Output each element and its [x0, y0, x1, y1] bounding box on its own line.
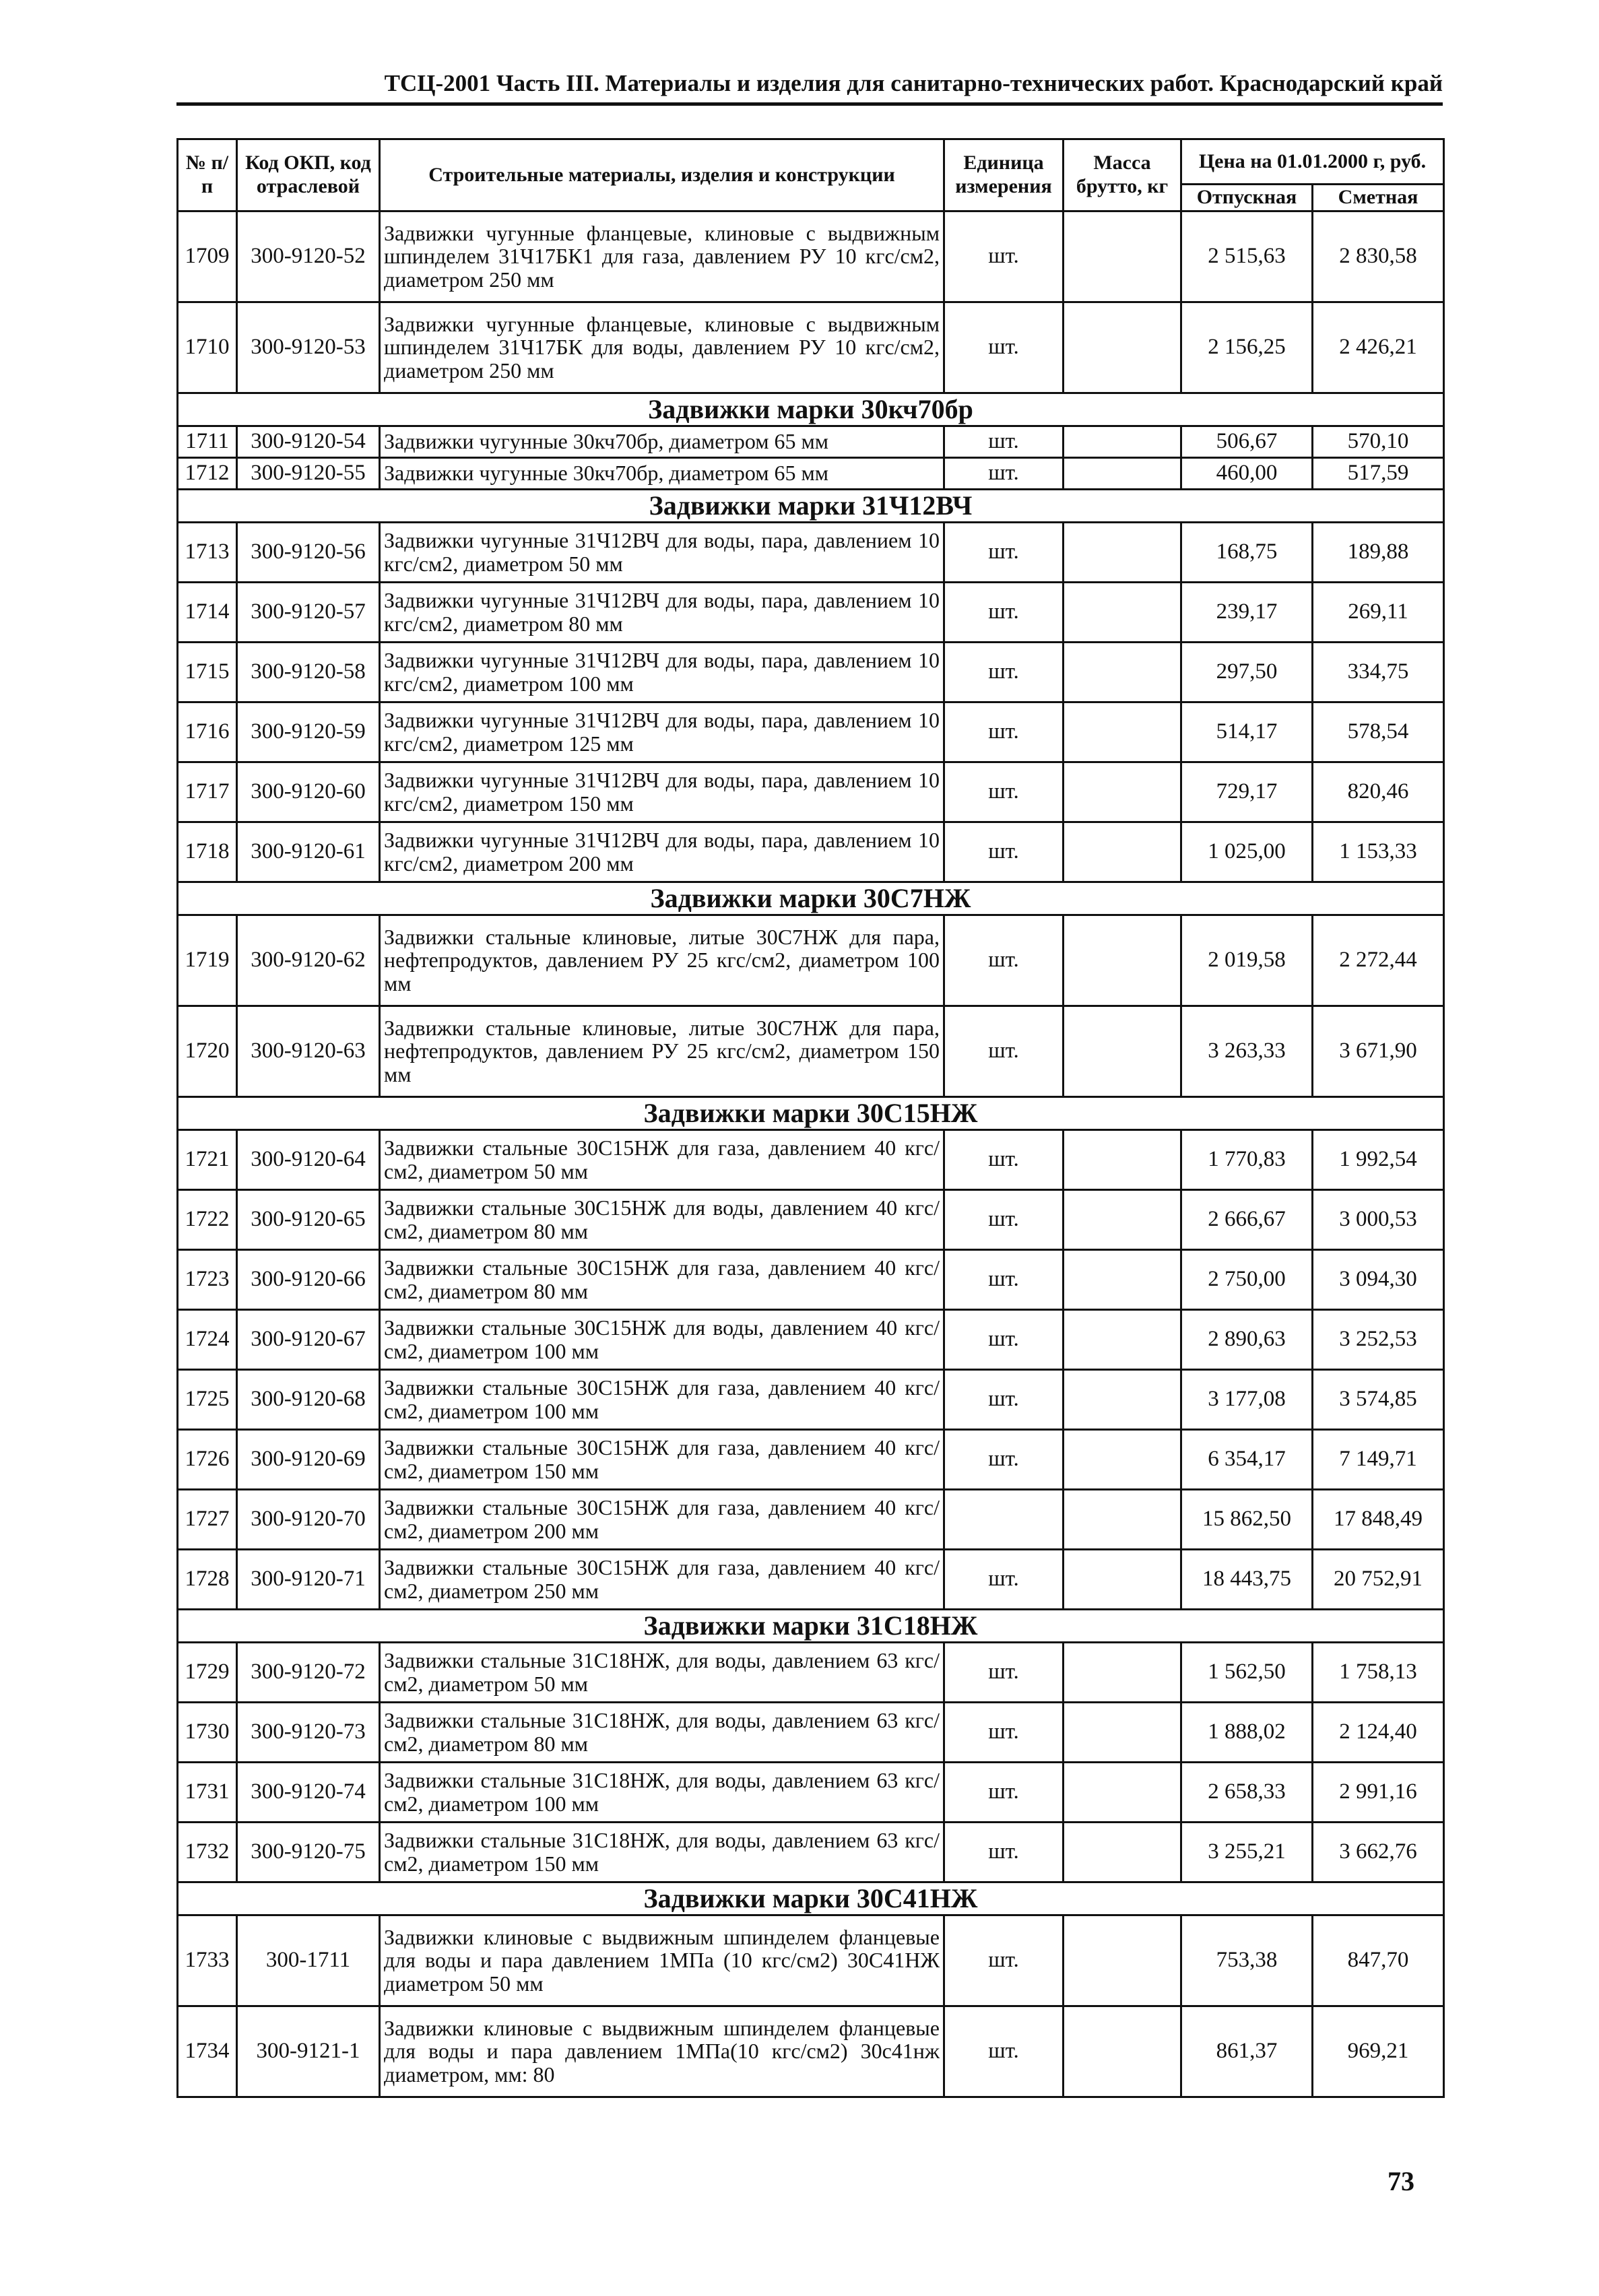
estimate-price-cell: 334,75	[1313, 642, 1444, 702]
estimate-price-cell: 1 758,13	[1313, 1642, 1444, 1702]
mass-cell	[1064, 702, 1181, 762]
okp-code-cell: 300-9120-58	[237, 642, 380, 702]
row-number-cell: 1727	[178, 1489, 237, 1549]
row-number-cell: 1732	[178, 1822, 237, 1882]
estimate-price-cell: 517,59	[1313, 457, 1444, 489]
row-number-cell: 1726	[178, 1429, 237, 1489]
table-row	[178, 1915, 1444, 2006]
section-header-row	[178, 1609, 1444, 1642]
mass-cell	[1064, 1189, 1181, 1249]
release-price-cell: 861,37	[1181, 2006, 1313, 2097]
table-row	[178, 1642, 1444, 1702]
mass-cell	[1064, 1006, 1181, 1096]
table-row	[178, 1369, 1444, 1429]
mass-cell	[1064, 457, 1181, 489]
material-name-cell: Задвижки чугунные 30кч70бр, диаметром 65 мм	[380, 426, 944, 457]
row-number-cell: 1721	[178, 1129, 237, 1189]
row-number-cell: 1714	[178, 582, 237, 642]
table-row	[178, 1249, 1444, 1309]
estimate-price-cell: 578,54	[1313, 702, 1444, 762]
unit-cell: шт.	[944, 1702, 1064, 1762]
row-number-cell: 1723	[178, 1249, 237, 1309]
release-price-cell: 15 862,50	[1181, 1489, 1313, 1549]
table-row	[178, 762, 1444, 822]
release-price-cell: 6 354,17	[1181, 1429, 1313, 1489]
unit-cell: шт.	[944, 1762, 1064, 1822]
material-name-cell: Задвижки чугунные фланцевые, клиновые с выдвижным шпинделем 31Ч17БК1 для газа, давлением РУ 10 кгс/см2, диаметром 250 мм	[380, 211, 944, 302]
page-number: 73	[1388, 2166, 1414, 2196]
estimate-price-cell: 570,10	[1313, 426, 1444, 457]
okp-code-cell: 300-9120-53	[237, 302, 380, 393]
okp-code-cell: 300-9120-59	[237, 702, 380, 762]
col-unit-header: Единица измерения	[944, 139, 1064, 211]
estimate-price-cell: 969,21	[1313, 2006, 1444, 2097]
release-price-cell: 2 156,25	[1181, 302, 1313, 393]
row-number-cell: 1733	[178, 1915, 237, 2006]
material-name-cell: Задвижки стальные клиновые, литые 30С7НЖ для пара, нефтепродуктов, давлением РУ 25 кгс/см2, диаметром 150 мм	[380, 1006, 944, 1096]
release-price-cell: 460,00	[1181, 457, 1313, 489]
okp-code-cell: 300-9120-64	[237, 1129, 380, 1189]
release-price-cell: 2 658,33	[1181, 1762, 1313, 1822]
material-name-cell: Задвижки чугунные 31Ч12ВЧ для воды, пара, давлением 10 кгс/см2, диаметром 80 мм	[380, 582, 944, 642]
table-body	[178, 211, 1444, 2097]
table-row	[178, 1702, 1444, 1762]
mass-cell	[1064, 2006, 1181, 2097]
row-number-cell: 1725	[178, 1369, 237, 1429]
row-number-cell: 1734	[178, 2006, 237, 2097]
table-row	[178, 1549, 1444, 1609]
release-price-cell: 1 770,83	[1181, 1129, 1313, 1189]
unit-cell: шт.	[944, 915, 1064, 1006]
row-number-cell: 1716	[178, 702, 237, 762]
mass-cell	[1064, 1915, 1181, 2006]
estimate-price-cell: 820,46	[1313, 762, 1444, 822]
table-row	[178, 915, 1444, 1006]
material-name-cell: Задвижки стальные 30С15НЖ для газа, давлением 40 кгс/см2, диаметром 80 мм	[380, 1249, 944, 1309]
unit-cell: шт.	[944, 1915, 1064, 2006]
section-title: Задвижки марки 31С18НЖ	[178, 1609, 1444, 1642]
table-row	[178, 1489, 1444, 1549]
unit-cell: шт.	[944, 822, 1064, 882]
material-name-cell: Задвижки стальные 30С15НЖ для воды, давлением 40 кгс/см2, диаметром 80 мм	[380, 1189, 944, 1249]
table-row	[178, 2006, 1444, 2097]
section-header-row	[178, 1882, 1444, 1915]
okp-code-cell: 300-9120-72	[237, 1642, 380, 1702]
col-mass-header: Масса брутто, кг	[1064, 139, 1181, 211]
unit-cell: шт.	[944, 522, 1064, 582]
release-price-cell: 2 750,00	[1181, 1249, 1313, 1309]
row-number-cell: 1730	[178, 1702, 237, 1762]
okp-code-cell: 300-9120-57	[237, 582, 380, 642]
release-price-cell: 239,17	[1181, 582, 1313, 642]
mass-cell	[1064, 915, 1181, 1006]
col-price-release-header: Отпускная	[1181, 185, 1313, 211]
mass-cell	[1064, 1429, 1181, 1489]
estimate-price-cell: 189,88	[1313, 522, 1444, 582]
material-name-cell: Задвижки стальные 31С18НЖ, для воды, давлением 63 кгс/см2, диаметром 100 мм	[380, 1762, 944, 1822]
table-row	[178, 522, 1444, 582]
row-number-cell: 1712	[178, 457, 237, 489]
mass-cell	[1064, 1642, 1181, 1702]
unit-cell: шт.	[944, 2006, 1064, 2097]
table-row	[178, 457, 1444, 489]
table-row	[178, 426, 1444, 457]
material-name-cell: Задвижки чугунные фланцевые, клиновые с выдвижным шпинделем 31Ч17БК для воды, давлением РУ 10 кгс/см2, диаметром 250 мм	[380, 302, 944, 393]
table-row	[178, 822, 1444, 882]
section-header-row	[178, 1096, 1444, 1129]
okp-code-cell: 300-9120-63	[237, 1006, 380, 1096]
material-name-cell: Задвижки чугунные 31Ч12ВЧ для воды, пара, давлением 10 кгс/см2, диаметром 125 мм	[380, 702, 944, 762]
unit-cell: шт.	[944, 1429, 1064, 1489]
material-name-cell: Задвижки стальные клиновые, литые 30С7НЖ для пара, нефтепродуктов, давлением РУ 25 кгс/см2, диаметром 100 мм	[380, 915, 944, 1006]
okp-code-cell: 300-9120-52	[237, 211, 380, 302]
col-price-estimate-header: Сметная	[1313, 185, 1444, 211]
estimate-price-cell: 17 848,49	[1313, 1489, 1444, 1549]
unit-cell: шт.	[944, 582, 1064, 642]
release-price-cell: 753,38	[1181, 1915, 1313, 2006]
estimate-price-cell: 7 149,71	[1313, 1429, 1444, 1489]
okp-code-cell: 300-9120-54	[237, 426, 380, 457]
mass-cell	[1064, 302, 1181, 393]
table-row	[178, 582, 1444, 642]
material-name-cell: Задвижки стальные 31С18НЖ, для воды, давлением 63 кгс/см2, диаметром 50 мм	[380, 1642, 944, 1702]
mass-cell	[1064, 1702, 1181, 1762]
okp-code-cell: 300-9120-75	[237, 1822, 380, 1882]
okp-code-cell: 300-9120-61	[237, 822, 380, 882]
material-name-cell: Задвижки стальные 31С18НЖ, для воды, давлением 63 кгс/см2, диаметром 150 мм	[380, 1822, 944, 1882]
release-price-cell: 2 515,63	[1181, 211, 1313, 302]
mass-cell	[1064, 1489, 1181, 1549]
okp-code-cell: 300-9120-74	[237, 1762, 380, 1822]
row-number-cell: 1717	[178, 762, 237, 822]
material-name-cell: Задвижки чугунные 31Ч12ВЧ для воды, пара, давлением 10 кгс/см2, диаметром 100 мм	[380, 642, 944, 702]
material-name-cell: Задвижки чугунные 30кч70бр, диаметром 65 мм	[380, 457, 944, 489]
estimate-price-cell: 20 752,91	[1313, 1549, 1444, 1609]
unit-cell: шт.	[944, 1822, 1064, 1882]
header-rule	[176, 102, 1443, 106]
unit-cell: шт.	[944, 762, 1064, 822]
mass-cell	[1064, 211, 1181, 302]
mass-cell	[1064, 1369, 1181, 1429]
release-price-cell: 1 025,00	[1181, 822, 1313, 882]
estimate-price-cell: 1 153,33	[1313, 822, 1444, 882]
section-header-row	[178, 489, 1444, 522]
okp-code-cell: 300-9120-67	[237, 1309, 380, 1369]
row-number-cell: 1724	[178, 1309, 237, 1369]
okp-code-cell: 300-9120-68	[237, 1369, 380, 1429]
unit-cell: шт.	[944, 211, 1064, 302]
section-title: Задвижки марки 31Ч12ВЧ	[178, 489, 1444, 522]
mass-cell	[1064, 582, 1181, 642]
okp-code-cell: 300-9120-71	[237, 1549, 380, 1609]
unit-cell: шт.	[944, 457, 1064, 489]
table-row	[178, 211, 1444, 302]
unit-cell: шт.	[944, 1309, 1064, 1369]
estimate-price-cell: 2 830,58	[1313, 211, 1444, 302]
unit-cell	[944, 1489, 1064, 1549]
table-row	[178, 1129, 1444, 1189]
row-number-cell: 1713	[178, 522, 237, 582]
unit-cell: шт.	[944, 1549, 1064, 1609]
section-title: Задвижки марки 30кч70бр	[178, 393, 1444, 426]
material-name-cell: Задвижки чугунные 31Ч12ВЧ для воды, пара, давлением 10 кгс/см2, диаметром 150 мм	[380, 762, 944, 822]
mass-cell	[1064, 1129, 1181, 1189]
mass-cell	[1064, 426, 1181, 457]
okp-code-cell: 300-1711	[237, 1915, 380, 2006]
mass-cell	[1064, 1249, 1181, 1309]
col-price-group-header: Цена на 01.01.2000 г, руб.	[1181, 139, 1444, 185]
unit-cell: шт.	[944, 1369, 1064, 1429]
unit-cell: шт.	[944, 1189, 1064, 1249]
material-name-cell: Задвижки клиновые с выдвижным шпинделем фланцевые для воды и пара давлением 1МПа(10 кгс/см2) 30с41нж диаметром, мм: 80	[380, 2006, 944, 2097]
unit-cell: шт.	[944, 1006, 1064, 1096]
table-row	[178, 1309, 1444, 1369]
table-row	[178, 1006, 1444, 1096]
unit-cell: шт.	[944, 702, 1064, 762]
table-row	[178, 1762, 1444, 1822]
estimate-price-cell: 3 662,76	[1313, 1822, 1444, 1882]
material-name-cell: Задвижки стальные 30С15НЖ для воды, давлением 40 кгс/см2, диаметром 100 мм	[380, 1309, 944, 1369]
release-price-cell: 3 255,21	[1181, 1822, 1313, 1882]
estimate-price-cell: 1 992,54	[1313, 1129, 1444, 1189]
okp-code-cell: 300-9120-62	[237, 915, 380, 1006]
mass-cell	[1064, 822, 1181, 882]
mass-cell	[1064, 1549, 1181, 1609]
col-name-header: Строительные материалы, изделия и конструкции	[380, 139, 944, 211]
page-header: ТСЦ-2001 Часть III. Материалы и изделия для санитарно-технических работ. Краснодарский край	[384, 70, 1443, 96]
material-name-cell: Задвижки стальные 30С15НЖ для газа, давлением 40 кгс/см2, диаметром 250 мм	[380, 1549, 944, 1609]
row-number-cell: 1715	[178, 642, 237, 702]
table-row	[178, 302, 1444, 393]
release-price-cell: 2 019,58	[1181, 915, 1313, 1006]
table-row	[178, 1189, 1444, 1249]
material-name-cell: Задвижки стальные 31С18НЖ, для воды, давлением 63 кгс/см2, диаметром 80 мм	[380, 1702, 944, 1762]
material-name-cell: Задвижки клиновые с выдвижным шпинделем фланцевые для воды и пара давлением 1МПа (10 кгс/см2) 30С41НЖ диаметром 50 мм	[380, 1915, 944, 2006]
row-number-cell: 1722	[178, 1189, 237, 1249]
release-price-cell: 3 177,08	[1181, 1369, 1313, 1429]
material-name-cell: Задвижки чугунные 31Ч12ВЧ для воды, пара, давлением 10 кгс/см2, диаметром 200 мм	[380, 822, 944, 882]
estimate-price-cell: 3 252,53	[1313, 1309, 1444, 1369]
section-header-row	[178, 882, 1444, 915]
mass-cell	[1064, 522, 1181, 582]
estimate-price-cell: 3 574,85	[1313, 1369, 1444, 1429]
okp-code-cell: 300-9120-69	[237, 1429, 380, 1489]
table-row	[178, 642, 1444, 702]
table-row	[178, 1429, 1444, 1489]
estimate-price-cell: 3 094,30	[1313, 1249, 1444, 1309]
okp-code-cell: 300-9120-55	[237, 457, 380, 489]
table-row	[178, 1822, 1444, 1882]
unit-cell: шт.	[944, 302, 1064, 393]
estimate-price-cell: 3 671,90	[1313, 1006, 1444, 1096]
mass-cell	[1064, 762, 1181, 822]
release-price-cell: 1 888,02	[1181, 1702, 1313, 1762]
mass-cell	[1064, 1822, 1181, 1882]
material-name-cell: Задвижки стальные 30С15НЖ для газа, давлением 40 кгс/см2, диаметром 150 мм	[380, 1429, 944, 1489]
unit-cell: шт.	[944, 426, 1064, 457]
row-number-cell: 1731	[178, 1762, 237, 1822]
mass-cell	[1064, 1762, 1181, 1822]
row-number-cell: 1710	[178, 302, 237, 393]
material-name-cell: Задвижки стальные 30С15НЖ для газа, давлением 40 кгс/см2, диаметром 100 мм	[380, 1369, 944, 1429]
estimate-price-cell: 2 426,21	[1313, 302, 1444, 393]
row-number-cell: 1729	[178, 1642, 237, 1702]
estimate-price-cell: 847,70	[1313, 1915, 1444, 2006]
price-table	[176, 138, 1445, 2098]
okp-code-cell: 300-9120-56	[237, 522, 380, 582]
unit-cell: шт.	[944, 1129, 1064, 1189]
okp-code-cell: 300-9120-65	[237, 1189, 380, 1249]
row-number-cell: 1728	[178, 1549, 237, 1609]
estimate-price-cell: 3 000,53	[1313, 1189, 1444, 1249]
row-number-cell: 1709	[178, 211, 237, 302]
row-number-cell: 1720	[178, 1006, 237, 1096]
section-title: Задвижки марки 30С7НЖ	[178, 882, 1444, 915]
col-code-header: Код ОКП, код отраслевой	[237, 139, 380, 211]
mass-cell	[1064, 642, 1181, 702]
estimate-price-cell: 2 272,44	[1313, 915, 1444, 1006]
okp-code-cell: 300-9120-60	[237, 762, 380, 822]
release-price-cell: 3 263,33	[1181, 1006, 1313, 1096]
release-price-cell: 506,67	[1181, 426, 1313, 457]
release-price-cell: 168,75	[1181, 522, 1313, 582]
table-row	[178, 702, 1444, 762]
release-price-cell: 514,17	[1181, 702, 1313, 762]
okp-code-cell: 300-9120-70	[237, 1489, 380, 1549]
okp-code-cell: 300-9120-73	[237, 1702, 380, 1762]
section-title: Задвижки марки 30С15НЖ	[178, 1096, 1444, 1129]
section-header-row	[178, 393, 1444, 426]
material-name-cell: Задвижки стальные 30С15НЖ для газа, давлением 40 кгс/см2, диаметром 200 мм	[380, 1489, 944, 1549]
row-number-cell: 1711	[178, 426, 237, 457]
okp-code-cell: 300-9120-66	[237, 1249, 380, 1309]
row-number-cell: 1719	[178, 915, 237, 1006]
estimate-price-cell: 2 991,16	[1313, 1762, 1444, 1822]
col-num-header: № п/п	[178, 139, 237, 211]
release-price-cell: 729,17	[1181, 762, 1313, 822]
release-price-cell: 2 666,67	[1181, 1189, 1313, 1249]
estimate-price-cell: 2 124,40	[1313, 1702, 1444, 1762]
unit-cell: шт.	[944, 1249, 1064, 1309]
material-name-cell: Задвижки чугунные 31Ч12ВЧ для воды, пара, давлением 10 кгс/см2, диаметром 50 мм	[380, 522, 944, 582]
mass-cell	[1064, 1309, 1181, 1369]
release-price-cell: 297,50	[1181, 642, 1313, 702]
unit-cell: шт.	[944, 1642, 1064, 1702]
material-name-cell: Задвижки стальные 30С15НЖ для газа, давлением 40 кгс/см2, диаметром 50 мм	[380, 1129, 944, 1189]
estimate-price-cell: 269,11	[1313, 582, 1444, 642]
release-price-cell: 18 443,75	[1181, 1549, 1313, 1609]
okp-code-cell: 300-9121-1	[237, 2006, 380, 2097]
section-title: Задвижки марки 30С41НЖ	[178, 1882, 1444, 1915]
row-number-cell: 1718	[178, 822, 237, 882]
release-price-cell: 1 562,50	[1181, 1642, 1313, 1702]
release-price-cell: 2 890,63	[1181, 1309, 1313, 1369]
unit-cell: шт.	[944, 642, 1064, 702]
